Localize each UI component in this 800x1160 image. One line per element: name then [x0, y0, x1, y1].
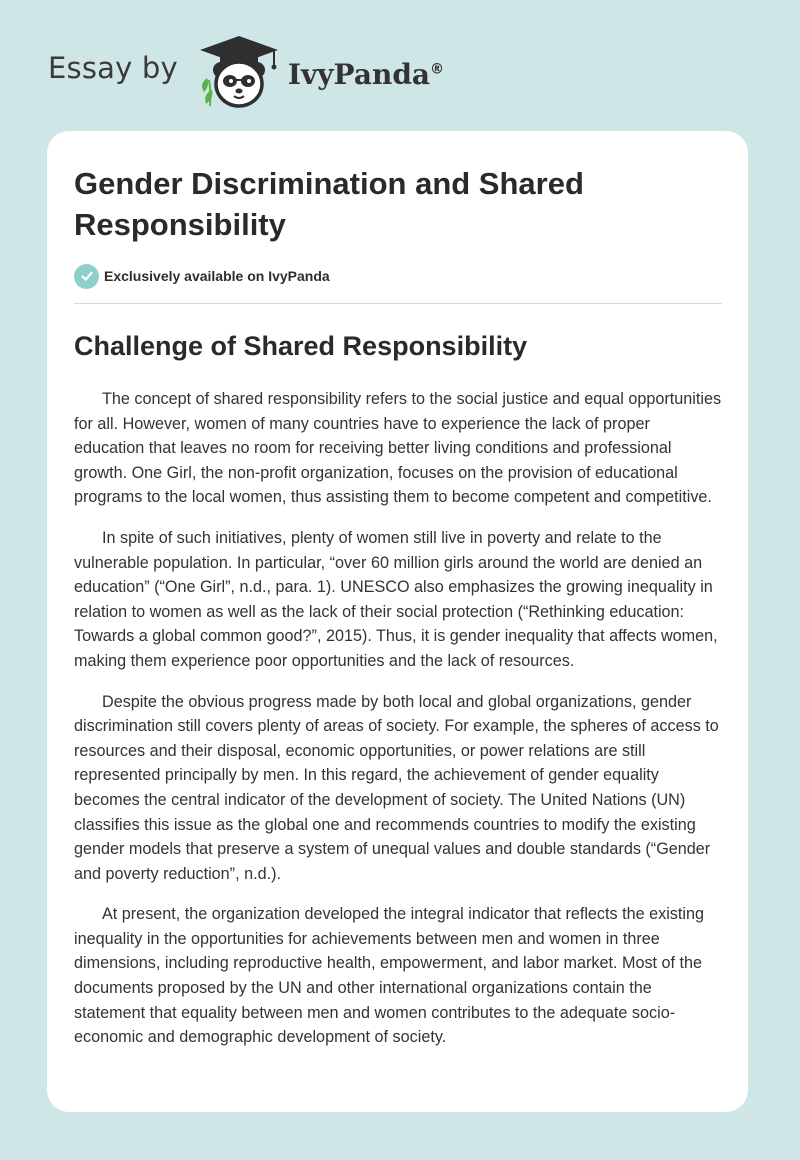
- ivypanda-logo-icon[interactable]: [194, 34, 284, 110]
- paragraph-4: At present, the organization developed the integral indicator that reflects the existing inequality in the opportunities for achievements between men and women in three dimensions, including reproductive health, empowerment, and labor market. Most of the documents proposed by the UN and other international organizations contain the statement that equality between men and women contributes to the adequate socio-economic and demographic development of society.: [74, 905, 705, 1047]
- check-icon: [74, 264, 99, 289]
- article-title: Gender Discrimination and Shared Responsibility: [74, 166, 584, 242]
- paragraph-3: Despite the obvious progress made by both local and global organizations, gender discrimination still covers plenty of areas of society. For example, the spheres of access to resources and their disposal, economic opportunities, or power relations are still represented principally by men. In this regard, the achievement of gender equality becomes the central indicator of the development of society. The United Nations (UN) classifies this issue as the global one and recommends countries to modify the existing gender models that preserve a system of unequal values and double standards (“Gender and poverty reduction”, n.d.).: [74, 692, 719, 883]
- brand-text: IvyPanda: [287, 57, 431, 91]
- exclusive-badge: [74, 263, 722, 289]
- essay-by-label: Essay by: [48, 51, 178, 85]
- registered-mark: ®: [430, 61, 445, 78]
- paragraph-1: The concept of shared responsibility refers to the social justice and equal opportunities for all. However, women of many countries have to experience the lack of proper education that leaves no room for receiving better living conditions and professional growth. One Girl, the non-profit organization, focuses on the provision of educational programs to the local women, thus assisting them to become competent and competitive.: [74, 390, 722, 507]
- site-header: [48, 34, 444, 110]
- section-heading: Challenge of Shared Responsibility: [74, 331, 528, 361]
- exclusive-label: Exclusively available on IvyPanda: [104, 268, 330, 284]
- article-card: [47, 131, 748, 1112]
- divider: [74, 303, 722, 304]
- paragraph-2: In spite of such initiatives, plenty of women still live in poverty and relate to the vulnerable population. In particular, “over 60 million girls around the world are denied an education” (“One Girl”, n.d., para. 1). UNESCO also emphasizes the growing inequality in relation to women as well as the lack of their social protection (“Rethinking education: Towards a global common good?”, 2015). Thus, it is gender inequality that affects women, making them experience poor opportunities and the lack of resources.: [74, 528, 718, 670]
- brand-name: [288, 58, 444, 91]
